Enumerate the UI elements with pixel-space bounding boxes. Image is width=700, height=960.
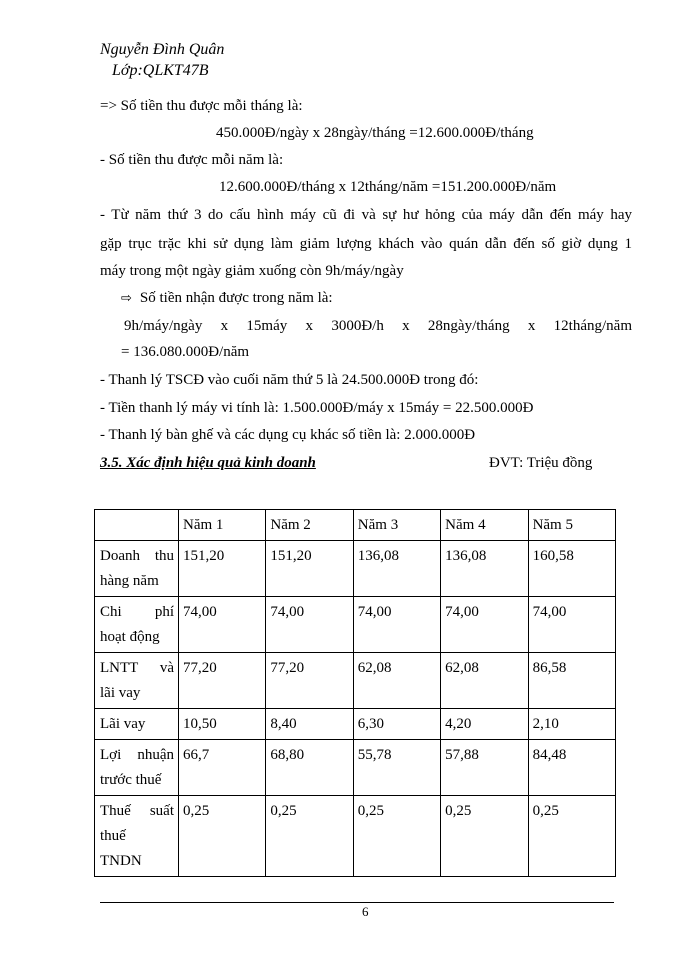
table-cell: 10,50 [179,709,266,740]
header-cell: Năm 4 [441,510,528,541]
table-cell: 84,48 [528,740,615,796]
table-cell: 160,58 [528,541,615,597]
table-cell: 68,80 [266,740,353,796]
table-cell: 66,7 [179,740,266,796]
table-cell: 0,25 [353,796,440,877]
row-label-line: trước thuế [100,772,162,788]
header-cell [95,510,179,541]
paragraph-line: - Từ năm thứ 3 do cấu hình máy cũ đi và sự hư hỏng của máy dẫn đến máy hay [100,207,632,223]
text-line: - Thanh lý bàn ghế và các dụng cụ khác số tiền là: 2.000.000Đ [100,427,476,443]
row-label-line: lãi vay [100,685,141,701]
row-label-line: Lợi nhuận [100,747,174,763]
table-row [95,740,616,796]
table-cell: 151,20 [266,541,353,597]
calculation-line: 9h/máy/ngày x 15máy x 3000Đ/h x 28ngày/tháng x 12tháng/năm [124,318,632,334]
paragraph-line: gặp trục trặc khi sử dụng làm giảm lượng khách vào quán dẫn đến số giờ dụng 1 [100,236,632,252]
table-row [95,541,616,597]
page-number: 6 [362,904,369,919]
author-name: Nguyễn Đình Quân [100,41,225,58]
row-label-line: thuế [100,828,126,844]
row-label-line: Chi phí [100,604,174,620]
table-header-row [95,510,616,541]
unit-label: ĐVT: Triệu đồng [489,455,593,471]
row-label-line: TNDN [100,853,142,869]
table-cell: 57,88 [441,740,528,796]
table-cell: 0,25 [179,796,266,877]
row-label [95,709,179,740]
table-cell: 151,20 [179,541,266,597]
text-line: => Số tiền thu được mỗi tháng là: [100,98,303,114]
text-line: - Thanh lý TSCĐ vào cuối năm thứ 5 là 24.500.000Đ trong đó: [100,372,479,388]
row-label [95,597,179,653]
row-label-line: hàng năm [100,573,159,589]
row-label [95,796,179,877]
table-cell: 55,78 [353,740,440,796]
row-label-line: LNTT và [100,660,174,676]
table-cell: 86,58 [528,653,615,709]
row-label-line: Lãi vay [100,716,146,732]
table-cell: 2,10 [528,709,615,740]
table-cell: 74,00 [179,597,266,653]
calculation-result: = 136.080.000Đ/năm [121,344,250,360]
footer-rule [100,902,614,903]
row-label [95,653,179,709]
table-row [95,653,616,709]
row-label [95,740,179,796]
formula-line: 450.000Đ/ngày x 28ngày/tháng =12.600.000Đ/tháng [216,125,534,141]
row-label-line: Doanh thu [100,548,174,564]
table-cell: 74,00 [441,597,528,653]
result-label: Số tiền nhận được trong năm là: [139,290,333,306]
section-title: 3.5. Xác định hiệu quả kinh doanh [100,455,316,471]
table-cell: 0,25 [441,796,528,877]
header-cell: Năm 5 [528,510,615,541]
table-cell: 8,40 [266,709,353,740]
table-cell: 77,20 [266,653,353,709]
header-cell: Năm 1 [179,510,266,541]
table-row [95,796,616,877]
header-cell: Năm 2 [266,510,353,541]
row-label-line: Thuế suất [100,803,174,819]
paragraph-line: máy trong một ngày giảm xuống còn 9h/máy/ngày [100,263,404,279]
class-name: Lớp:QLKT47B [112,62,209,79]
arrow-right-icon: ⇨ [121,291,132,306]
table-cell: 136,08 [441,541,528,597]
table-row [95,709,616,740]
text-line: - Tiền thanh lý máy vi tính là: 1.500.000Đ/máy x 15máy = 22.500.000Đ [100,400,534,416]
business-efficiency-table [94,509,616,877]
table-cell: 62,08 [441,653,528,709]
table-cell: 74,00 [528,597,615,653]
row-label-line: hoạt động [100,629,160,645]
row-label [95,541,179,597]
table-cell: 6,30 [353,709,440,740]
formula-line: 12.600.000Đ/tháng x 12tháng/năm =151.200.000Đ/năm [219,179,557,195]
result-line [121,290,333,307]
table-cell: 136,08 [353,541,440,597]
header-cell: Năm 3 [353,510,440,541]
table-row [95,597,616,653]
text-line: - Số tiền thu được mỗi năm là: [100,152,284,168]
table-cell: 74,00 [266,597,353,653]
table-cell: 74,00 [353,597,440,653]
table-cell: 0,25 [266,796,353,877]
table-cell: 62,08 [353,653,440,709]
table-cell: 0,25 [528,796,615,877]
table-cell: 4,20 [441,709,528,740]
table-cell: 77,20 [179,653,266,709]
